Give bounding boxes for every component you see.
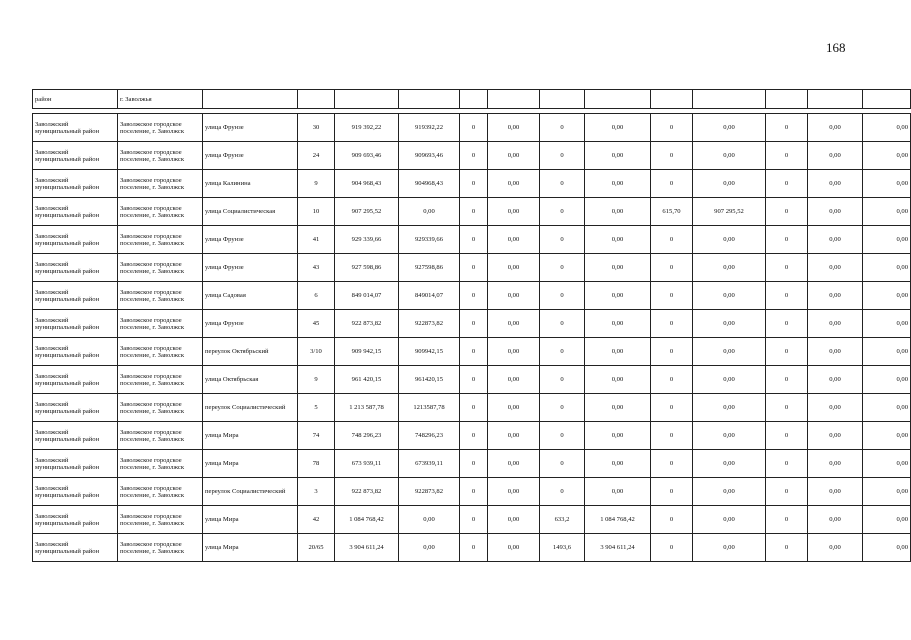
amount-cell: 0,00 [585,114,651,142]
district-cell: Заволжский муниципальный район [33,254,118,282]
amount-cell: 0,00 [693,338,766,366]
housing-repair-registry-table [32,89,911,562]
amount-cell: 0,00 [585,450,651,478]
area-cell: 0 [651,226,693,254]
amount-cell: 909942,15 [399,338,460,366]
amount-cell: 0,00 [693,170,766,198]
district-cell: Заволжский муниципальный район [33,338,118,366]
area-cell: 0 [766,282,808,310]
street-cell: улица Мира [203,534,298,562]
amount-cell: 0,00 [808,478,863,506]
amount-cell: 0,00 [693,254,766,282]
total-cost-cell: 3 904 611,24 [335,534,399,562]
amount-cell: 0,00 [863,282,911,310]
area-cell: 0 [540,310,585,338]
amount-cell: 0,00 [808,114,863,142]
amount-cell: 0,00 [863,142,911,170]
amount-cell: 0,00 [488,226,540,254]
table-row [33,198,911,226]
amount-cell: 0,00 [488,478,540,506]
settlement-cell: Заволжское городское поселение, г. Заволжск [118,422,203,450]
settlement-cell: Заволжское городское поселение, г. Заволжск [118,226,203,254]
settlement-cell: г. Заволжья [118,90,203,109]
area-cell: 0 [651,142,693,170]
area-cell: 0 [540,450,585,478]
amount-cell: 1 084 768,42 [585,506,651,534]
amount-cell: 0,00 [693,422,766,450]
amount-cell: 0,00 [863,422,911,450]
amount-cell: 0,00 [585,170,651,198]
street-cell: улица Социалистическая [203,198,298,226]
amount-cell: 922873,82 [399,310,460,338]
district-cell: Заволжский муниципальный район [33,226,118,254]
table-row [33,170,911,198]
amount-cell: 0,00 [488,338,540,366]
house-number-cell: 5 [298,394,335,422]
area-cell: 0 [460,114,488,142]
area-cell: 0 [460,366,488,394]
amount-cell: 849014,07 [399,282,460,310]
area-cell: 0 [460,394,488,422]
amount-cell: 0,00 [399,506,460,534]
amount-cell: 0,00 [863,506,911,534]
amount-cell: 0,00 [863,254,911,282]
area-cell: 0 [651,422,693,450]
house-number-cell: 9 [298,170,335,198]
amount-cell: 0,00 [693,394,766,422]
area-cell: 0 [651,114,693,142]
amount-cell: 0,00 [863,310,911,338]
amount-cell: 0,00 [808,198,863,226]
area-cell: 0 [460,450,488,478]
table-row [33,142,911,170]
area-cell: 633,2 [540,506,585,534]
settlement-cell: Заволжское городское поселение, г. Заволжск [118,394,203,422]
area-cell: 0 [460,338,488,366]
amount-cell: 0,00 [488,310,540,338]
area-cell: 0 [766,114,808,142]
area-cell: 0 [766,338,808,366]
area-cell: 0 [766,534,808,562]
district-cell: Заволжский муниципальный район [33,506,118,534]
district-cell: Заволжский муниципальный район [33,142,118,170]
street-cell: улица Октябрьская [203,366,298,394]
street-cell: улица Фрунзе [203,114,298,142]
area-cell: 0 [651,478,693,506]
amount-cell: 0,00 [863,114,911,142]
area-cell: 0 [766,254,808,282]
area-cell: 0 [651,310,693,338]
table-row [33,534,911,562]
house-number-cell: 42 [298,506,335,534]
total-cost-cell: 748 296,23 [335,422,399,450]
amount-cell: 0,00 [399,534,460,562]
amount-cell: 0,00 [488,366,540,394]
area-cell: 0 [651,282,693,310]
settlement-cell: Заволжское городское поселение, г. Заволжск [118,254,203,282]
settlement-cell: Заволжское городское поселение, г. Заволжск [118,310,203,338]
area-cell: 0 [460,170,488,198]
settlement-cell: Заволжское городское поселение, г. Заволжск [118,198,203,226]
settlement-cell: Заволжское городское поселение, г. Заволжск [118,142,203,170]
house-number-cell: 3 [298,478,335,506]
amount-cell: 0,00 [863,170,911,198]
amount-cell: 0,00 [488,422,540,450]
area-cell: 0 [460,254,488,282]
house-number-cell: 20/65 [298,534,335,562]
settlement-cell: Заволжское городское поселение, г. Заволжск [118,366,203,394]
amount-cell: 0,00 [693,226,766,254]
table-row [33,422,911,450]
amount-cell: 0,00 [585,198,651,226]
district-cell: Заволжский муниципальный район [33,282,118,310]
amount-cell: 673939,11 [399,450,460,478]
area-cell: 0 [766,170,808,198]
amount-cell: 0,00 [585,338,651,366]
settlement-cell: Заволжское городское поселение, г. Заволжск [118,534,203,562]
amount-cell: 0,00 [693,478,766,506]
area-cell: 0 [651,506,693,534]
street-cell: улица Фрунзе [203,142,298,170]
amount-cell: 0,00 [585,366,651,394]
area-cell: 0 [460,282,488,310]
total-cost-cell: 1 084 768,42 [335,506,399,534]
amount-cell: 0,00 [488,170,540,198]
total-cost-cell: 907 295,52 [335,198,399,226]
total-cost-cell: 929 339,66 [335,226,399,254]
area-cell: 0 [766,450,808,478]
area-cell: 0 [651,254,693,282]
house-number-cell: 3/10 [298,338,335,366]
table-row [33,394,911,422]
street-cell: улица Фрунзе [203,226,298,254]
amount-cell: 0,00 [488,114,540,142]
house-number-cell: 78 [298,450,335,478]
total-cost-cell: 922 873,82 [335,478,399,506]
table-row [33,254,911,282]
street-cell: переулок Социалистический [203,394,298,422]
area-cell: 0 [651,394,693,422]
total-cost-cell: 849 014,07 [335,282,399,310]
amount-cell: 0,00 [585,310,651,338]
house-number-cell: 10 [298,198,335,226]
area-cell: 0 [651,338,693,366]
amount-cell: 0,00 [399,198,460,226]
street-cell: улица Садовая [203,282,298,310]
area-cell: 0 [460,310,488,338]
amount-cell: 0,00 [488,282,540,310]
area-cell: 0 [540,114,585,142]
amount-cell: 0,00 [488,450,540,478]
amount-cell: 0,00 [693,282,766,310]
amount-cell: 0,00 [693,142,766,170]
amount-cell: 0,00 [863,366,911,394]
amount-cell: 0,00 [863,534,911,562]
area-cell: 0 [460,534,488,562]
total-cost-cell: 909 693,46 [335,142,399,170]
area-cell: 1493,6 [540,534,585,562]
district-cell: Заволжский муниципальный район [33,422,118,450]
area-cell: 0 [540,142,585,170]
area-cell: 0 [540,366,585,394]
house-number-cell: 74 [298,422,335,450]
area-cell: 0 [460,506,488,534]
amount-cell: 0,00 [808,450,863,478]
area-cell: 0 [651,450,693,478]
area-cell: 0 [540,226,585,254]
settlement-cell: Заволжское городское поселение, г. Заволжск [118,506,203,534]
area-cell: 0 [540,254,585,282]
area-cell: 0 [651,170,693,198]
area-cell: 0 [540,478,585,506]
amount-cell: 0,00 [863,394,911,422]
street-cell: улица Фрунзе [203,254,298,282]
area-cell: 0 [766,394,808,422]
total-cost-cell: 909 942,15 [335,338,399,366]
settlement-cell: Заволжское городское поселение, г. Заволжск [118,450,203,478]
table-row [33,450,911,478]
amount-cell: 904968,43 [399,170,460,198]
amount-cell: 0,00 [808,506,863,534]
total-cost-cell: 1 213 587,78 [335,394,399,422]
table-row-partial [33,90,911,109]
amount-cell: 3 904 611,24 [585,534,651,562]
street-cell: переулок Октябрьский [203,338,298,366]
amount-cell: 0,00 [863,198,911,226]
settlement-cell: Заволжское городское поселение, г. Заволжск [118,478,203,506]
area-cell: 0 [766,226,808,254]
table-row [33,366,911,394]
amount-cell: 0,00 [585,142,651,170]
area-cell: 0 [651,534,693,562]
area-cell: 0 [540,198,585,226]
district-cell: Заволжский муниципальный район [33,114,118,142]
amount-cell: 0,00 [808,170,863,198]
street-cell: улица Мира [203,422,298,450]
area-cell: 0 [651,366,693,394]
district-cell: Заволжский муниципальный район [33,366,118,394]
amount-cell: 922873,82 [399,478,460,506]
amount-cell: 0,00 [488,198,540,226]
street-cell: улица Мира [203,506,298,534]
amount-cell: 909693,46 [399,142,460,170]
amount-cell: 0,00 [808,338,863,366]
amount-cell: 929339,66 [399,226,460,254]
total-cost-cell: 919 392,22 [335,114,399,142]
table-row [33,310,911,338]
amount-cell: 0,00 [863,478,911,506]
settlement-cell: Заволжское городское поселение, г. Заволжск [118,114,203,142]
area-cell: 0 [460,226,488,254]
amount-cell: 0,00 [488,394,540,422]
amount-cell: 0,00 [585,478,651,506]
amount-cell: 0,00 [585,422,651,450]
area-cell: 0 [766,142,808,170]
area-cell: 0 [460,142,488,170]
table-row [33,282,911,310]
amount-cell: 0,00 [863,338,911,366]
district-cell: Заволжский муниципальный район [33,310,118,338]
amount-cell: 0,00 [585,254,651,282]
total-cost-cell: 922 873,82 [335,310,399,338]
amount-cell: 0,00 [693,310,766,338]
house-number-cell: 41 [298,226,335,254]
amount-cell: 0,00 [808,422,863,450]
amount-cell: 0,00 [863,226,911,254]
area-cell: 0 [460,478,488,506]
area-cell: 0 [540,422,585,450]
amount-cell: 961420,15 [399,366,460,394]
amount-cell: 0,00 [585,394,651,422]
table-row [33,114,911,142]
area-cell: 0 [460,198,488,226]
district-cell: Заволжский муниципальный район [33,450,118,478]
amount-cell: 1213587,78 [399,394,460,422]
street-cell: улица Мира [203,450,298,478]
house-number-cell: 24 [298,142,335,170]
amount-cell: 0,00 [585,226,651,254]
amount-cell: 748296,23 [399,422,460,450]
amount-cell: 0,00 [863,450,911,478]
area-cell: 0 [766,198,808,226]
street-cell: улица Калинина [203,170,298,198]
area-cell: 0 [766,310,808,338]
street-cell: улица Фрунзе [203,310,298,338]
table-row [33,226,911,254]
street-cell: переулок Социалистический [203,478,298,506]
settlement-cell: Заволжское городское поселение, г. Заволжск [118,282,203,310]
area-cell: 0 [766,506,808,534]
amount-cell: 0,00 [808,394,863,422]
area-cell: 0 [540,394,585,422]
amount-cell: 0,00 [808,226,863,254]
amount-cell: 0,00 [808,142,863,170]
house-number-cell: 30 [298,114,335,142]
amount-cell: 0,00 [693,506,766,534]
area-cell: 0 [460,422,488,450]
house-number-cell: 45 [298,310,335,338]
amount-cell: 0,00 [693,534,766,562]
amount-cell: 0,00 [808,534,863,562]
amount-cell: 927598,86 [399,254,460,282]
district-cell: район [33,90,118,109]
area-cell: 0 [540,170,585,198]
house-number-cell: 9 [298,366,335,394]
amount-cell: 0,00 [693,450,766,478]
house-number-cell: 43 [298,254,335,282]
district-cell: Заволжский муниципальный район [33,478,118,506]
table-row [33,506,911,534]
area-cell: 0 [540,338,585,366]
district-cell: Заволжский муниципальный район [33,534,118,562]
amount-cell: 0,00 [693,366,766,394]
amount-cell: 0,00 [488,534,540,562]
total-cost-cell: 961 420,15 [335,366,399,394]
amount-cell: 0,00 [693,114,766,142]
amount-cell: 0,00 [808,282,863,310]
district-cell: Заволжский муниципальный район [33,170,118,198]
area-cell: 0 [540,282,585,310]
area-cell: 0 [766,422,808,450]
page-number: 168 [826,40,846,55]
amount-cell: 907 295,52 [693,198,766,226]
total-cost-cell: 927 598,86 [335,254,399,282]
amount-cell: 0,00 [808,310,863,338]
amount-cell: 919392,22 [399,114,460,142]
area-cell: 0 [766,478,808,506]
amount-cell: 0,00 [488,254,540,282]
amount-cell: 0,00 [488,142,540,170]
amount-cell: 0,00 [808,254,863,282]
table-row [33,338,911,366]
area-cell: 0 [766,366,808,394]
area-cell: 615,70 [651,198,693,226]
house-number-cell: 6 [298,282,335,310]
total-cost-cell: 673 939,11 [335,450,399,478]
district-cell: Заволжский муниципальный район [33,394,118,422]
amount-cell: 0,00 [488,506,540,534]
settlement-cell: Заволжское городское поселение, г. Заволжск [118,338,203,366]
amount-cell: 0,00 [808,366,863,394]
total-cost-cell: 904 968,43 [335,170,399,198]
settlement-cell: Заволжское городское поселение, г. Заволжск [118,170,203,198]
table-row [33,478,911,506]
district-cell: Заволжский муниципальный район [33,198,118,226]
amount-cell: 0,00 [585,282,651,310]
